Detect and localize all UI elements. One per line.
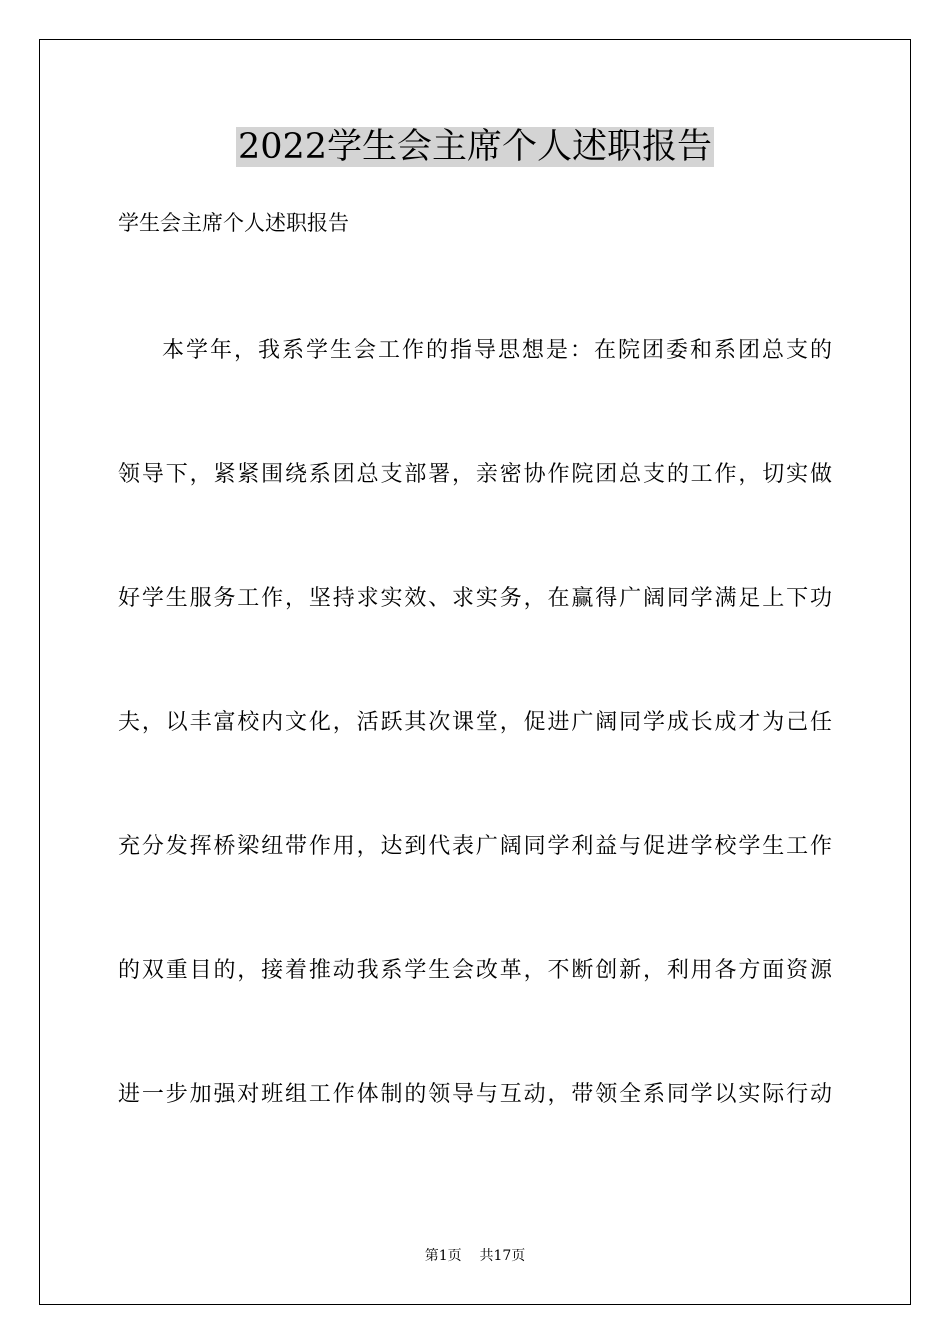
paragraph-line-4: 夫，以丰富校内文化，活跃其次课堂，促进广阔同学成长成才为己任 (118, 710, 832, 735)
paragraph-line-6: 的双重目的，接着推动我系学生会改革，不断创新，利用各方面资源 (118, 958, 832, 983)
document-subtitle: 学生会主席个人述职报告 (118, 211, 349, 235)
document-title (0, 122, 950, 172)
paragraph-line-7: 进一步加强对班组工作体制的领导与互动，带领全系同学以实际行动 (118, 1082, 832, 1107)
paragraph-line-3: 好学生服务工作，坚持求实效、求实务，在赢得广阔同学满足上下功 (118, 586, 832, 611)
paragraph-line-5: 充分发挥桥梁纽带作用，达到代表广阔同学利益与促进学校学生工作 (118, 834, 832, 859)
page-number-footer: 第1页 共17页 (424, 1248, 526, 1264)
paragraph-line-1: 本学年，我系学生会工作的指导思想是：在院团委和系团总支的 (162, 338, 832, 363)
paragraph-line-2: 领导下，紧紧围绕系团总支部署，亲密协作院团总支的工作，切实做 (118, 462, 832, 487)
document-title-text: 2022学生会主席个人述职报告 (237, 127, 713, 167)
